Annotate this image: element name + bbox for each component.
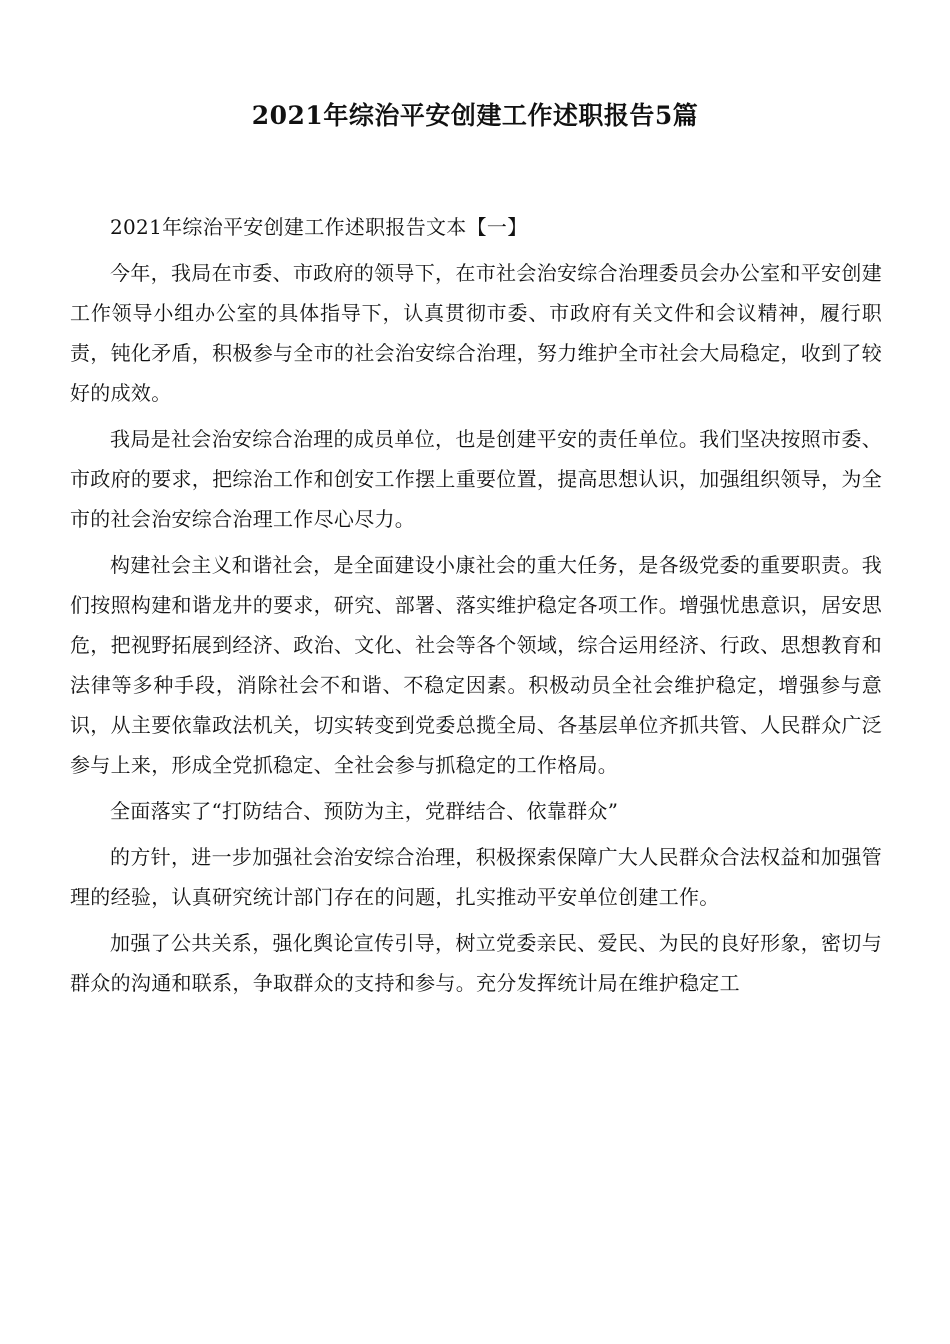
- paragraph-6: 加强了公共关系，强化舆论宣传引导，树立党委亲民、爱民、为民的良好形象，密切与群众的沟通和联系，争取群众的支持和参与。充分发挥统计局在维护稳定工: [70, 931, 882, 995]
- document-title: 2021年综治平安创建工作述职报告5篇: [251, 101, 699, 130]
- paragraph-1: 今年，我局在市委、市政府的领导下，在市社会治安综合治理委员会办公室和平安创建工作领导小组办公室的具体指导下，认真贯彻市委、市政府有关文件和会议精神，履行职责，钝化矛盾，积极参与全市的社会治安综合治理，努力维护全市社会大局稳定，收到了较好的成效。: [70, 261, 882, 405]
- document-body: [70, 207, 882, 1009]
- paragraph-5: 的方针，进一步加强社会治安综合治理，积极探索保障广大人民群众合法权益和加强管理的经验，认真研究统计部门存在的问题，扎实推动平安单位创建工作。: [70, 845, 882, 909]
- paragraph-2: 我局是社会治安综合治理的成员单位，也是创建平安的责任单位。我们坚决按照市委、市政府的要求，把综治工作和创安工作摆上重要位置，提高思想认识，加强组织领导，为全市的社会治安综合治理工作尽心尽力。: [70, 427, 882, 531]
- paragraph-3: 构建社会主义和谐社会，是全面建设小康社会的重大任务，是各级党委的重要职责。我们按照构建和谐龙井的要求，研究、部署、落实维护稳定各项工作。增强忧患意识，居安思危，把视野拓展到经济、政治、文化、社会等各个领域，综合运用经济、行政、思想教育和法律等多种手段，消除社会不和谐、不稳定因素。积极动员全社会维护稳定，增强参与意识，从主要依靠政法机关，切实转变到党委总揽全局、各基层单位齐抓共管、人民群众广泛参与上来，形成全党抓稳定、全社会参与抓稳定的工作格局。: [70, 553, 882, 777]
- paragraph-4: 全面落实了“打防结合、预防为主，党群结合、依靠群众”: [110, 799, 619, 823]
- section-heading: 2021年综治平安创建工作述职报告文本【一】: [110, 215, 528, 239]
